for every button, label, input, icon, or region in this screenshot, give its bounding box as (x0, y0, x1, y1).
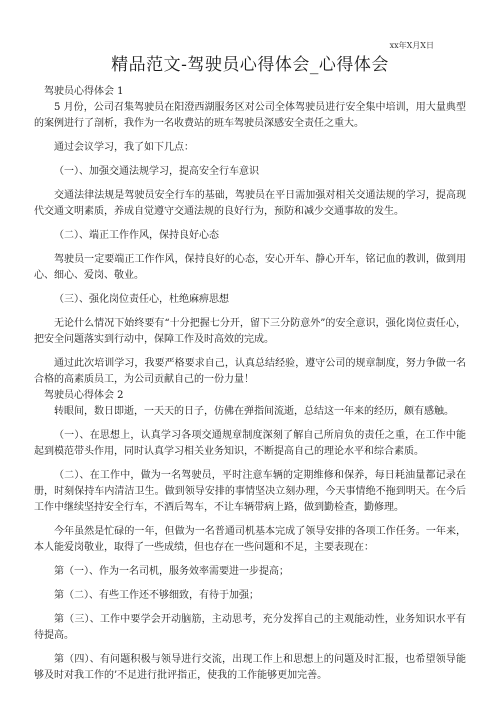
document-title: 精品范文-驾驶员心得体会_心得体会 (111, 55, 389, 75)
body-paragraph: 交通法律法规是驾驶员安全行车的基础，驾驶员在平日需加强对相关交通法规的学习，提高现代交通文明素质，养成自觉遵守交通法规的良好行为，预防和减少交通事故的发生。 (34, 190, 466, 217)
body-paragraph: 无论什么情况下始终要有“十分把握七分开，留下三分防意外”的安全意识，强化岗位责任心，把安全问题落实到行动中，保障工作及时高效的完成。 (34, 318, 466, 345)
list-item: 第（三）、工作中要学会开动脑筋，主动思考，充分发挥自己的主观能动性，业务知识水平有待提高。 (34, 614, 466, 641)
section-heading-1: 驾驶员心得体会 1 (44, 86, 124, 97)
document-body (34, 84, 466, 684)
body-paragraph: （一）、在思想上，认真学习各项交通规章制度深刻了解自己所肩负的责任之重，在工作中能起到模范带头作用，同时认真学习相关业务知识，不断提高自己的理论水平和综合素质。 (34, 430, 466, 457)
body-paragraph: （二）、在工作中，做为一名驾驶员，平时注意车辆的定期维修和保养，每日耗油量都记录在册，时刻保持车内清洁卫生。做到领导安排的事情坚决立刻办理，今天事情绝不拖到明天。在今后工作中继续坚持安全行车，不酒后驾车，不让车辆带病上路，做到勤检查，勤修理。 (34, 470, 466, 513)
body-paragraph: 通过会议学习，我了如下几点： (54, 142, 194, 153)
body-paragraph: 转眼间，数日即逝，一天天的日子，仿佛在弹指间流逝，总结这一年来的经历，颇有感触。 (54, 406, 454, 417)
list-item: 第（一）、作为一名司机，服务效率需要进一步提高； (54, 566, 289, 577)
list-item: 第（四）、有问题积极与领导进行交流，出现工作上和思想上的问题及时汇报，也希望领导能够及时对我工作的’不足进行批评指正，使我的工作能够更加完善。 (34, 654, 466, 681)
sub-heading: （二）、端正工作作风，保持良好心态 (54, 230, 219, 241)
body-paragraph: 今年虽然是忙碌的一年，但做为一名普通司机基本完成了领导安排的各项工作任务。一年来，本人能爱岗敬业，取得了一些成绩，但也存在一些问题和不足，主要表现在： (34, 526, 466, 553)
body-paragraph: 通过此次培训学习，我要严格要求自己，认真总结经验，遵守公司的规章制度，努力争做一名合格的高素质员工，为公司贡献自己的一份力量！ (34, 358, 466, 385)
list-item: 第（二）、有些工作还不够细致，有待于加强； (54, 590, 259, 601)
body-paragraph: 驾驶员一定要端正工作作风，保持良好的心态，安心开车、静心开车，铭记血的教训，做到用心、细心、爱岗、敬业。 (34, 254, 466, 281)
sub-heading: （一）、加强交通法规学习，提高安全行车意识 (54, 166, 259, 177)
sub-heading: （三）、强化岗位责任心，杜绝麻痹思想 (54, 294, 229, 305)
body-paragraph: 5 月份，公司召集驾驶员在阳澄西湖服务区对公司全体驾驶员进行安全集中培训，用大量典型的案例进行了剖析，我作为一名收费站的班车驾驶员深感安全责任之重大。 (34, 102, 466, 129)
section-heading-2: 驾驶员心得体会 2 (44, 390, 124, 401)
document-date: xx年X月X日 (389, 41, 434, 50)
